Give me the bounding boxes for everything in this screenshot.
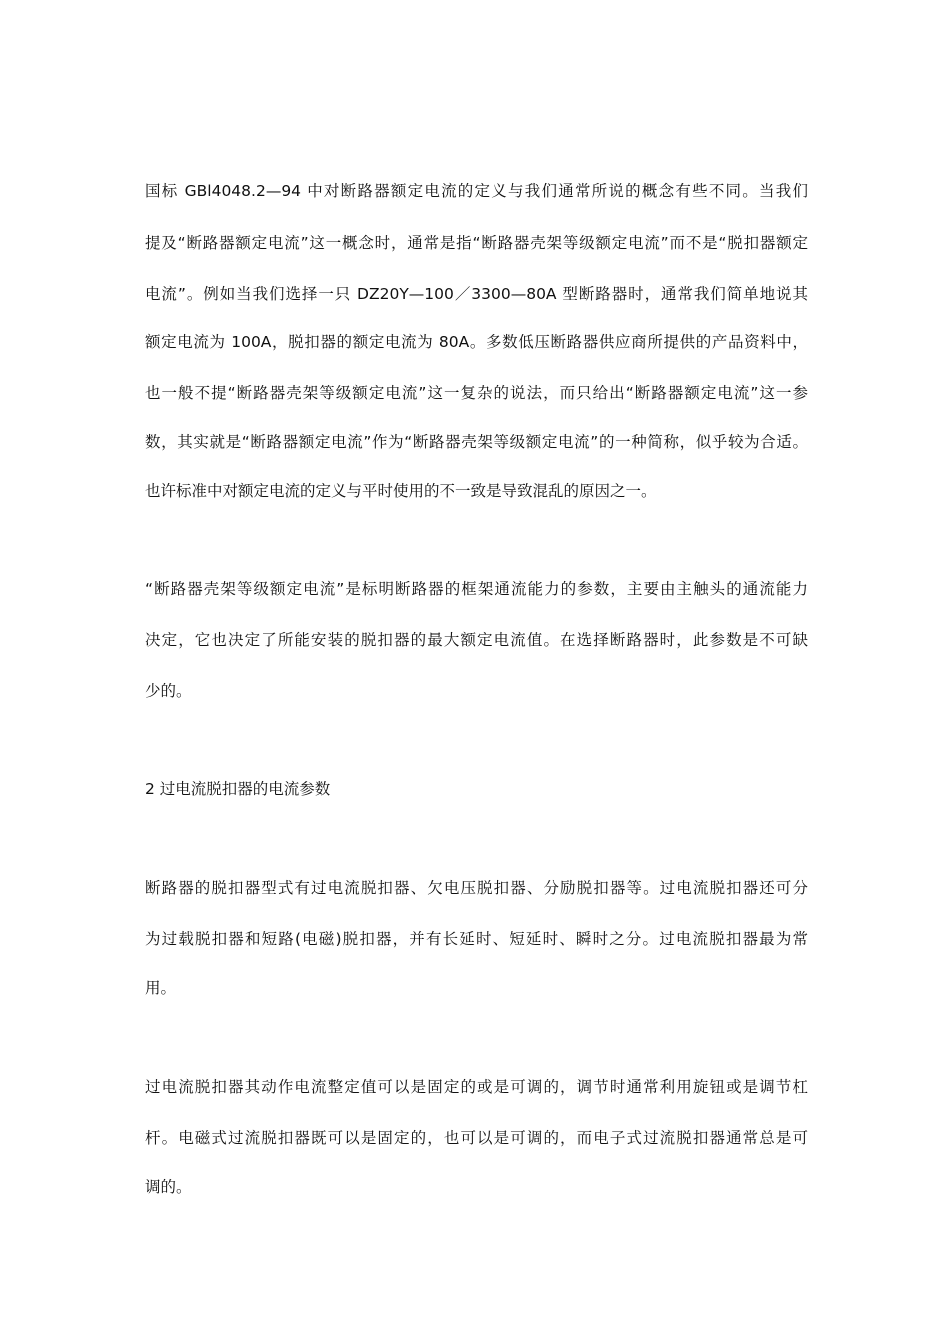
paragraph-1-line-4: 额定电流为 100A，脱扣器的额定电流为 80A。多数低压断路器供应商所提供的产品资料中， (145, 333, 808, 351)
paragraph-3-line-3: 用。 (145, 979, 177, 997)
paragraph-4-line-2: 杆。电磁式过流脱扣器既可以是固定的，也可以是可调的，而电子式过流脱扣器通常总是可 (145, 1129, 808, 1147)
paragraph-1-line-1: 国标 GBl4048.2—94 中对断路器额定电流的定义与我们通常所说的概念有些不同。当我们 (145, 182, 808, 200)
paragraph-3-line-2: 为过载脱扣器和短路(电磁)脱扣器，并有长延时、短延时、瞬时之分。过电流脱扣器最为常 (145, 930, 808, 948)
paragraph-2-line-2: 决定，它也决定了所能安装的脱扣器的最大额定电流值。在选择断路器时，此参数是不可缺 (145, 631, 808, 649)
paragraph-1-line-2: 提及“断路器额定电流”这一概念时，通常是指“断路器壳架等级额定电流”而不是“脱扣器额定 (145, 234, 808, 252)
paragraph-1-line-5: 也一般不提“断路器壳架等级额定电流”这一复杂的说法，而只给出“断路器额定电流”这一参 (145, 384, 808, 402)
paragraph-1-line-7: 也许标准中对额定电流的定义与平时使用的不一致是导致混乱的原因之一。 (145, 482, 657, 500)
paragraph-2-line-1: “断路器壳架等级额定电流”是标明断路器的框架通流能力的参数，主要由主触头的通流能力 (145, 580, 808, 598)
paragraph-4-line-1: 过电流脱扣器其动作电流整定值可以是固定的或是可调的，调节时通常利用旋钮或是调节杠 (145, 1078, 808, 1096)
paragraph-1-line-3: 电流”。例如当我们选择一只 DZ20Y—100／3300—80A 型断路器时，通常我们简单地说其 (145, 285, 808, 303)
paragraph-4-line-3: 调的。 (145, 1178, 192, 1196)
paragraph-2-line-3: 少的。 (145, 682, 192, 700)
section-heading: 2 过电流脱扣器的电流参数 (145, 780, 331, 798)
paragraph-1-line-6: 数，其实就是“断路器额定电流”作为“断路器壳架等级额定电流”的一种简称，似乎较为合适。 (145, 433, 808, 451)
paragraph-3-line-1: 断路器的脱扣器型式有过电流脱扣器、欠电压脱扣器、分励脱扣器等。过电流脱扣器还可分 (145, 879, 808, 897)
